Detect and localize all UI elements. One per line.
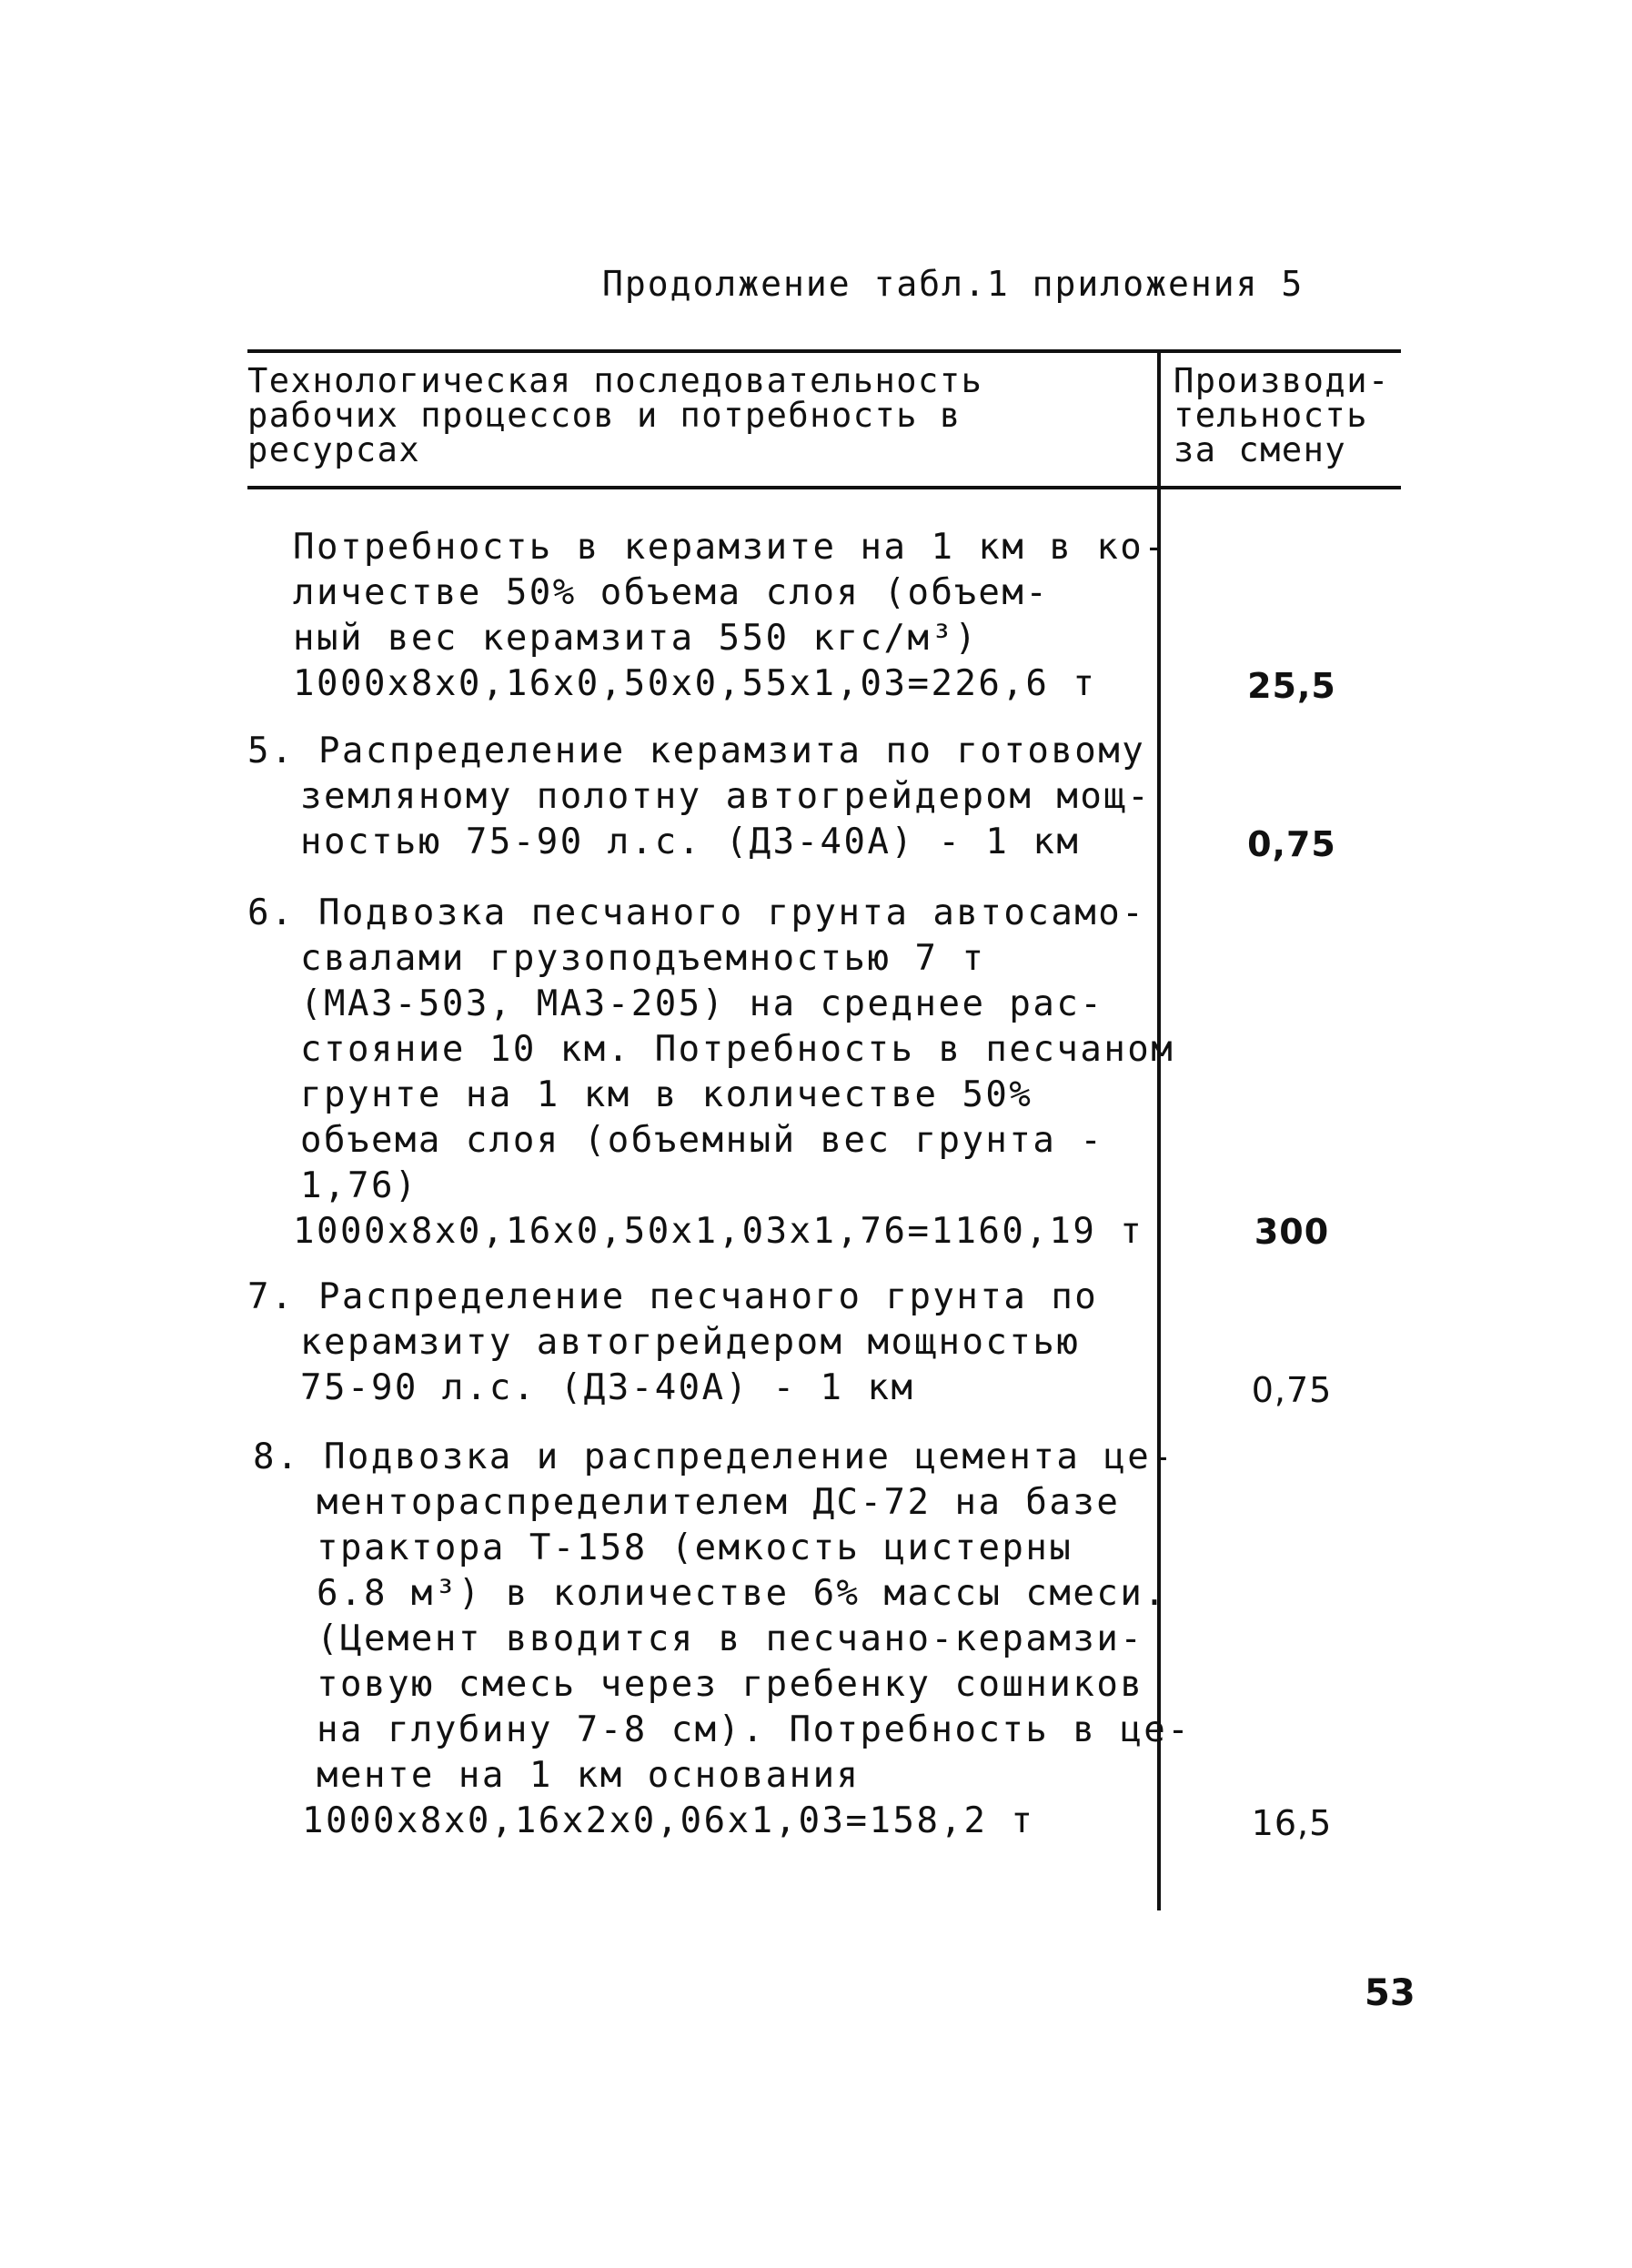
- row-text-line: 1000x8x0,16x0,50x0,55x1,03=226,6 т: [293, 663, 1097, 704]
- header-col-process-line: ресурсах: [247, 430, 421, 469]
- row-text-line: 7. Распределение песчаного грунта по: [247, 1276, 1099, 1317]
- row-text-line: 5. Распределение керамзита по готовому: [247, 731, 1146, 771]
- row-text-line: 1,76): [300, 1165, 418, 1206]
- header-col-productivity-line: за смену: [1174, 430, 1347, 469]
- row-text-line: Потребность в керамзите на 1 км в ко-: [293, 527, 1168, 568]
- row-text-line: стояние 10 км. Потребность в песчаном: [300, 1029, 1175, 1070]
- row-value: 0,75: [1247, 824, 1336, 864]
- row-text-line: 75-90 л.с. (ДЗ-40А) - 1 км: [300, 1367, 915, 1408]
- header-col-productivity-line: тельность: [1174, 396, 1368, 435]
- row-value: 300: [1254, 1212, 1330, 1252]
- row-text-line: (МАЗ-503, МАЗ-205) на среднее рас-: [300, 983, 1104, 1024]
- header-col-process-line: рабочих процессов и потребность в: [247, 396, 962, 435]
- page-number: 53: [1365, 1972, 1415, 2014]
- row-text-line: керамзиту автогрейдером мощностью: [300, 1322, 1081, 1363]
- row-text-line: грунте на 1 км в количестве 50%: [300, 1074, 1033, 1115]
- row-text-line: объема слоя (объемный вес грунта -: [300, 1120, 1104, 1161]
- row-text-line: земляному полотну автогрейдером мощ-: [300, 776, 1152, 817]
- table-header-rule: [247, 486, 1401, 489]
- row-text-line: товую смесь через гребенку сошников: [317, 1664, 1144, 1705]
- row-text-line: 6.8 м³) в количестве 6% массы смеси.: [317, 1573, 1168, 1614]
- header-col-productivity: [1174, 361, 1401, 469]
- table-caption: Продолжение табл.1 приложения 5: [602, 264, 1305, 304]
- row-text-line: (Цемент вводится в песчано-керамзи-: [317, 1618, 1144, 1659]
- header-col-process-line: Технологическая последовательность: [247, 361, 983, 400]
- row-text-line: на глубину 7-8 см). Потребность в це-: [317, 1709, 1192, 1750]
- row-text-line: личестве 50% объема слоя (объем-: [293, 572, 1050, 613]
- header-col-productivity-line: Производи-: [1174, 361, 1390, 400]
- row-value: 0,75: [1251, 1370, 1333, 1410]
- row-text-line: 1000x8x0,16x0,50x1,03x1,76=1160,19 т: [293, 1211, 1144, 1252]
- row-text-line: 8. Подвозка и распределение цемента це-: [253, 1436, 1175, 1477]
- row-value: 16,5: [1251, 1803, 1333, 1843]
- row-text-line: свалами грузоподъемностью 7 т: [300, 938, 986, 979]
- header-col-process: [247, 361, 1139, 469]
- row-text-line: ный вес керамзита 550 кгс/м³): [293, 618, 979, 659]
- row-text-line: менторaспределителем ДС-72 на базе: [317, 1482, 1121, 1523]
- row-text-line: ностью 75-90 л.с. (ДЗ-40А) - 1 км: [300, 822, 1081, 862]
- row-text-line: 6. Подвозка песчаного грунта автосамо-: [247, 892, 1146, 933]
- table-top-rule: [247, 349, 1401, 353]
- row-text-line: трактора Т-158 (емкость цистерны: [317, 1527, 1073, 1568]
- row-text-line: 1000x8x0,16x2x0,06x1,03=158,2 т: [302, 1800, 1035, 1841]
- row-value: 25,5: [1247, 666, 1336, 706]
- table-column-divider: [1157, 349, 1161, 1910]
- row-text-line: менте на 1 км основания: [317, 1755, 861, 1796]
